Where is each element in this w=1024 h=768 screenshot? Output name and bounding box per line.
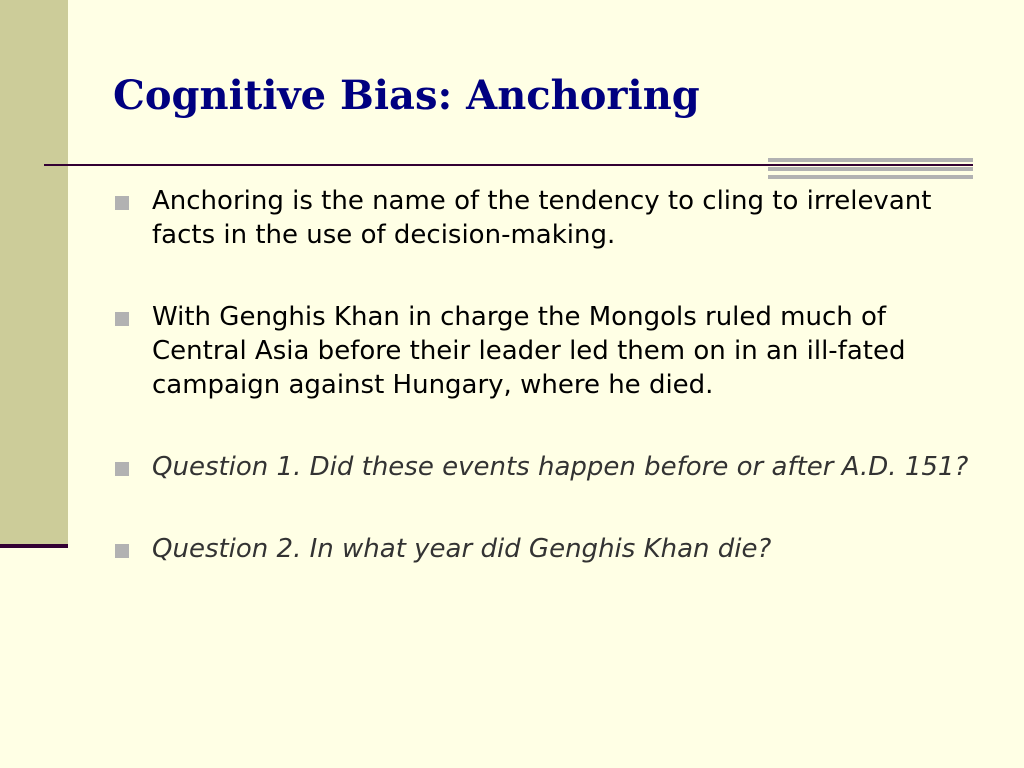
left-band-rule xyxy=(0,544,68,548)
square-bullet-icon xyxy=(115,196,129,210)
square-bullet-icon xyxy=(115,462,129,476)
accent-bar xyxy=(768,167,973,171)
accent-bar xyxy=(768,175,973,179)
slide-title: Cognitive Bias: Anchoring xyxy=(113,72,700,119)
bullet-text: Question 2. In what year did Genghis Khan die? xyxy=(152,534,772,564)
accent-bar xyxy=(768,158,973,162)
bullet-text: Question 1. Did these events happen before or after A.D. 151? xyxy=(152,452,969,482)
bullet-item xyxy=(115,300,975,402)
bullet-item xyxy=(115,184,975,252)
square-bullet-icon xyxy=(115,312,129,326)
square-bullet-icon xyxy=(115,544,129,558)
bullet-list xyxy=(115,184,975,614)
left-decorative-band xyxy=(0,0,68,545)
bullet-item xyxy=(115,532,975,566)
bullet-text: With Genghis Khan in charge the Mongols ruled much of Central Asia before their leader led them on in an ill-fated campaign against Hungary, where he died. xyxy=(152,302,906,400)
bullet-text: Anchoring is the name of the tendency to cling to irrelevant facts in the use of decision-making. xyxy=(152,186,932,250)
bullet-item xyxy=(115,450,975,484)
title-divider xyxy=(44,164,973,166)
